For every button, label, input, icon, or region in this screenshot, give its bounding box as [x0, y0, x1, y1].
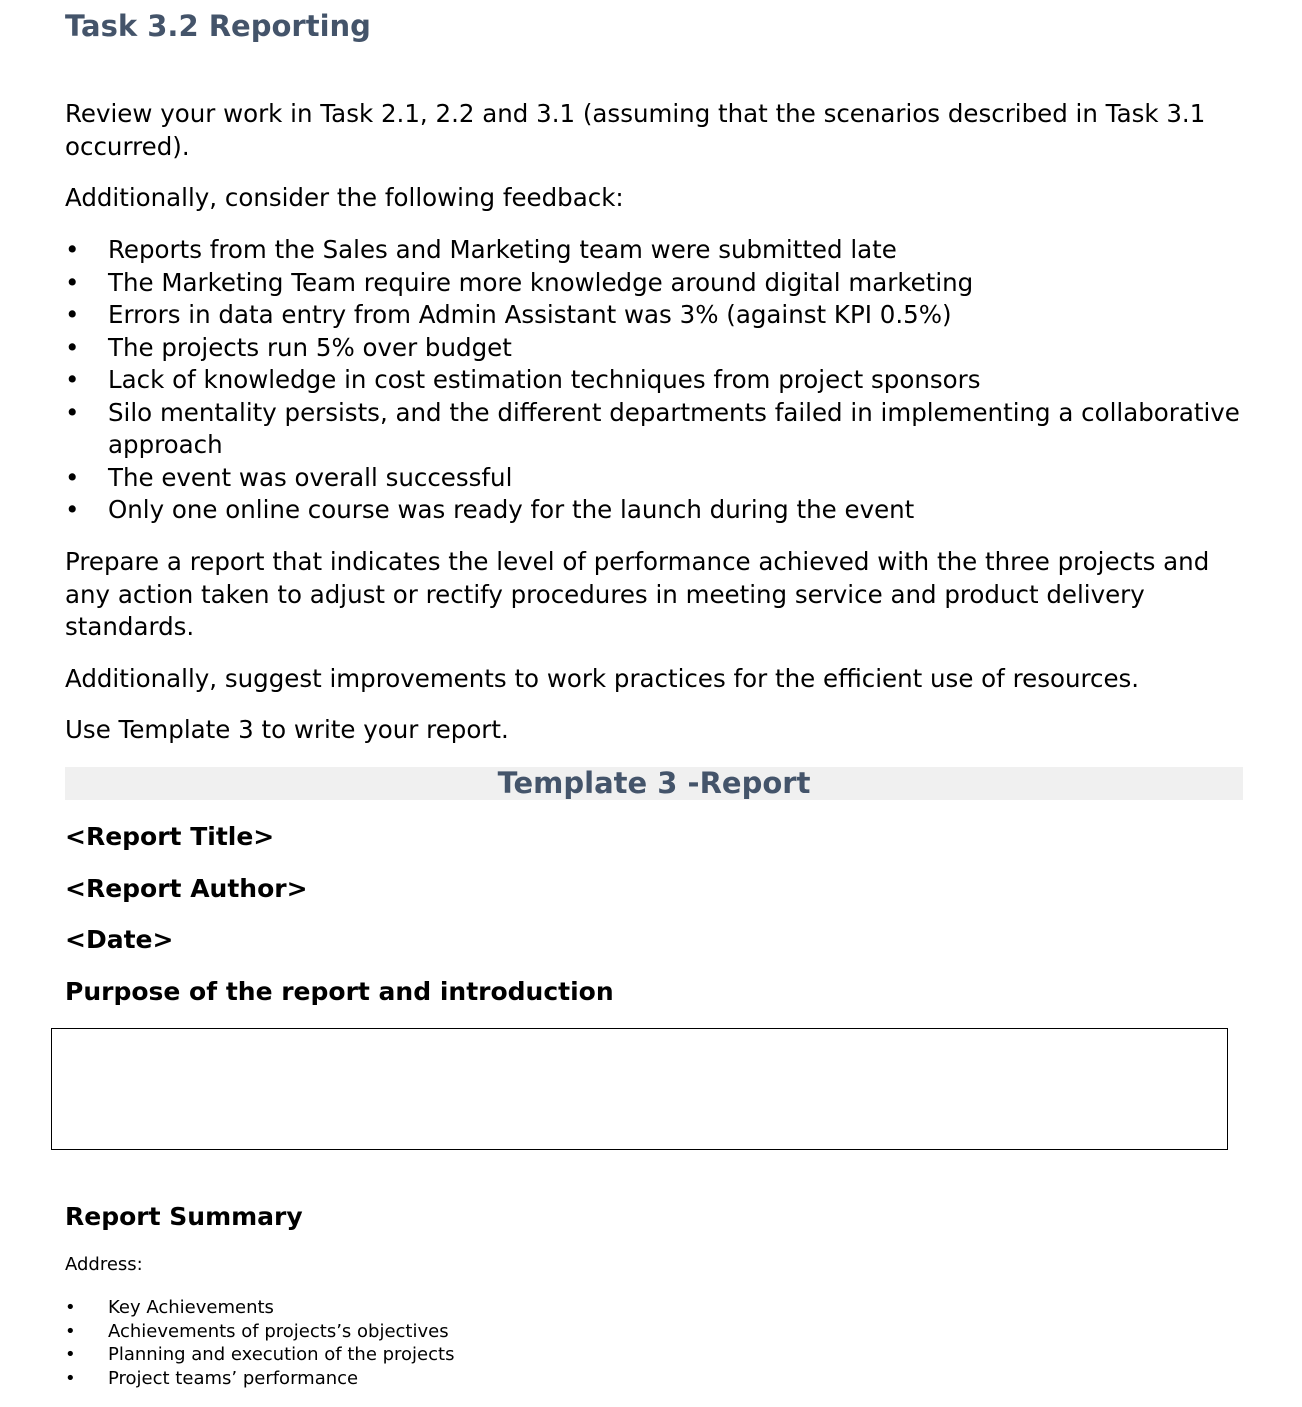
feedback-item	[65, 494, 1245, 527]
feedback-item	[65, 299, 1245, 332]
bullet-icon: •	[65, 1344, 76, 1366]
feedback-item-text: Silo mentality persists, and the different departments failed in implementing a collaborative approach	[108, 397, 1240, 459]
feedback-item-text: Reports from the Sales and Marketing team were submitted late	[108, 235, 897, 264]
template-banner: Template 3 -Report	[65, 767, 1243, 800]
address-label: Address:	[65, 1254, 143, 1275]
task-title: Task 3.2 Reporting	[65, 9, 371, 43]
intro-paragraph: Review your work in Task 2.1, 2.2 and 3.1 (assuming that the scenarios described in Task 3.1 occurred).	[65, 99, 1206, 161]
summary-item-text: Key Achievements	[108, 1297, 274, 1318]
feedback-item	[65, 397, 1245, 462]
report-title-placeholder[interactable]: <Report Title>	[65, 822, 275, 851]
feedback-item	[65, 267, 1245, 300]
bullet-icon: •	[65, 1320, 76, 1342]
feedback-item-text: The projects run 5% over budget	[108, 332, 512, 362]
feedback-item-text: The Marketing Team require more knowledge around digital marketing	[108, 267, 974, 297]
template-instruction: Use Template 3 to write your report.	[65, 715, 509, 744]
report-summary-heading: Report Summary	[65, 1202, 303, 1231]
summary-item-text: Achievements of projects’s objectives	[108, 1320, 449, 1342]
bullet-icon: •	[65, 462, 80, 492]
summary-item-text: Planning and execution of the projects	[108, 1344, 455, 1366]
purpose-heading: Purpose of the report and introduction	[65, 977, 614, 1006]
bullet-icon: •	[65, 1368, 76, 1390]
summary-item	[65, 1343, 454, 1367]
feedback-item	[65, 234, 1245, 267]
bullet-icon: •	[65, 495, 80, 524]
feedback-item-text: Lack of knowledge in cost estimation techniques from project sponsors	[108, 365, 981, 394]
feedback-item-text: Only one online course was ready for the launch during the event	[108, 495, 915, 524]
feedback-item	[65, 364, 1245, 397]
feedback-item	[65, 462, 1245, 495]
improvements-paragraph: Additionally, suggest improvements to work practices for the efficient use of resources.	[65, 664, 1140, 693]
bullet-icon: •	[65, 235, 80, 264]
bullet-icon: •	[65, 332, 80, 362]
feedback-item	[65, 332, 1245, 365]
bullet-icon: •	[65, 397, 80, 427]
bullet-icon: •	[65, 365, 80, 394]
feedback-intro: Additionally, consider the following feedback:	[65, 183, 624, 212]
date-placeholder[interactable]: <Date>	[65, 925, 174, 954]
bullet-icon: •	[65, 1297, 76, 1318]
prepare-paragraph: Prepare a report that indicates the level of performance achieved with the three projects and any action taken to adjust or rectify procedures in meeting service and product delivery standards.	[65, 547, 1210, 641]
bullet-icon: •	[65, 267, 80, 297]
report-author-placeholder[interactable]: <Report Author>	[65, 874, 308, 903]
bullet-icon: •	[65, 300, 80, 329]
purpose-text-box[interactable]	[51, 1028, 1228, 1150]
feedback-item-text: The event was overall successful	[108, 462, 513, 492]
feedback-item-text: Errors in data entry from Admin Assistant was 3% (against KPI 0.5%)	[108, 300, 952, 329]
feedback-list	[65, 234, 1245, 527]
summary-item-text: Project teams’ performance	[108, 1368, 359, 1390]
summary-list	[65, 1296, 454, 1391]
summary-item	[65, 1320, 454, 1344]
summary-item	[65, 1367, 454, 1391]
summary-item	[65, 1296, 454, 1320]
